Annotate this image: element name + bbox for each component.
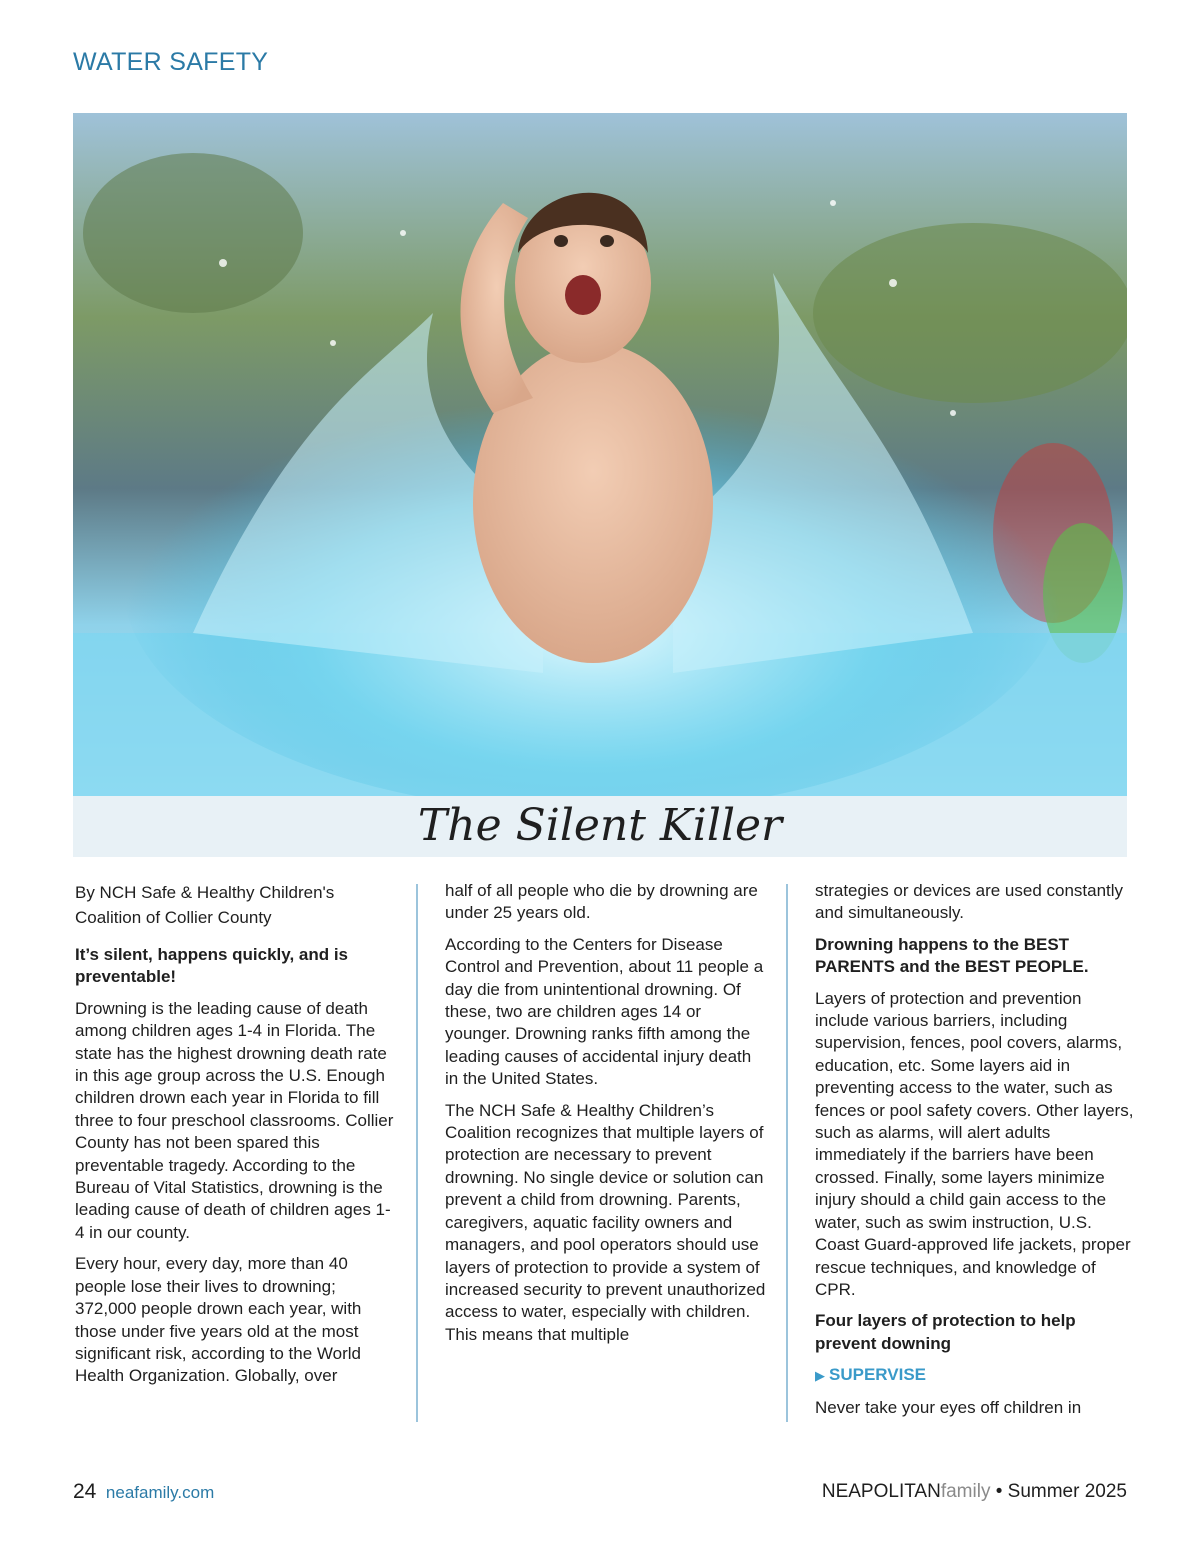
footer-left [73, 1480, 214, 1504]
brand-sub: family [940, 1481, 991, 1502]
paragraph: half of all people who die by drowning are under 25 years old. [445, 881, 758, 923]
hero-image [73, 113, 1127, 796]
paragraph: Layers of protection and prevention include various barriers, including supervision, fences, pool covers, alarms, education, etc. Some layers aid in preventing access to the water, such as fences or pool safety covers. Other layers, such as alarms, will alert adults immediately if the barriers have been crossed. Finally, some layers minimize injury should a child gain access to the water, such as swim instruction, U.S. Coast Guard-approved life jackets, proper rescue techniques, and knowledge of CPR. [815, 988, 1134, 1299]
article-column-3 [815, 880, 1137, 1428]
article-column-1 [75, 880, 397, 1397]
page-number: 24 [73, 1480, 97, 1503]
article-column-2 [445, 880, 767, 1355]
section-label: WATER SAFETY [73, 48, 269, 76]
paragraph: Every hour, every day, more than 40 people lose their lives to drowning; 372,000 people drown each year, with those under five years old at the most significant risk, according to the World Health Organization. Globally, over [75, 1254, 362, 1386]
paragraph: strategies or devices are used constantly and simultaneously. [815, 881, 1124, 923]
column-divider [416, 884, 418, 1422]
paragraph: The NCH Safe & Healthy Children’s Coalition recognizes that multiple layers of protection are necessary to prevent drowning. No single device or solution can prevent a child from drowning. Parents, caregivers, aquatic facility owners and managers, and pool operators should use layers of protection to provide a system of increased security to prevent unauthorized access to water, especially with children. This means that multiple [445, 1100, 766, 1344]
footer-right [822, 1481, 1127, 1503]
paragraph: Drowning is the leading cause of death among children ages 1-4 in Florida. The state has the highest drowning death rate in this age group across the U.S. Enough children drown each year in Florida to fill three to four preschool classrooms. Collier County has not been spared this preventable tragedy. According to the Bureau of Vital Statistics, drowning is the leading cause of death of children ages 1-4 in our county. [75, 998, 394, 1242]
subheading: Four layers of protection to help prevent downing [815, 1311, 1076, 1353]
column-divider [786, 884, 788, 1422]
child-splashing-in-pool-photo [73, 113, 1127, 796]
supervise-subhead [815, 1364, 1137, 1387]
paragraph: Never take your eyes off children in [815, 1397, 1082, 1417]
brand-main: NEAPOLITAN [821, 1481, 941, 1502]
paragraph: According to the Centers for Disease Control and Prevention, about 11 people a day die from unintentional drowning. Of these, two are children ages 14 or younger. Drowning ranks fifth among the leading causes of accidental injury death in the United States. [445, 934, 764, 1089]
subheading: Drowning happens to the BEST PARENTS and the BEST PEOPLE. [815, 934, 1089, 977]
lead-heading: It’s silent, happens quickly, and is preventable! [75, 945, 349, 987]
site-link[interactable]: neafamily.com [105, 1483, 215, 1502]
byline: By NCH Safe & Healthy Children's Coalition of Collier County [75, 883, 335, 927]
hero-subtitle: The Silent Killer [417, 800, 783, 851]
triangle-bullet-icon: ▶ [815, 1368, 825, 1384]
subtitle-band [73, 796, 1127, 857]
supervise-label: SUPERVISE [829, 1365, 927, 1385]
issue-label: • Summer 2025 [990, 1481, 1127, 1502]
